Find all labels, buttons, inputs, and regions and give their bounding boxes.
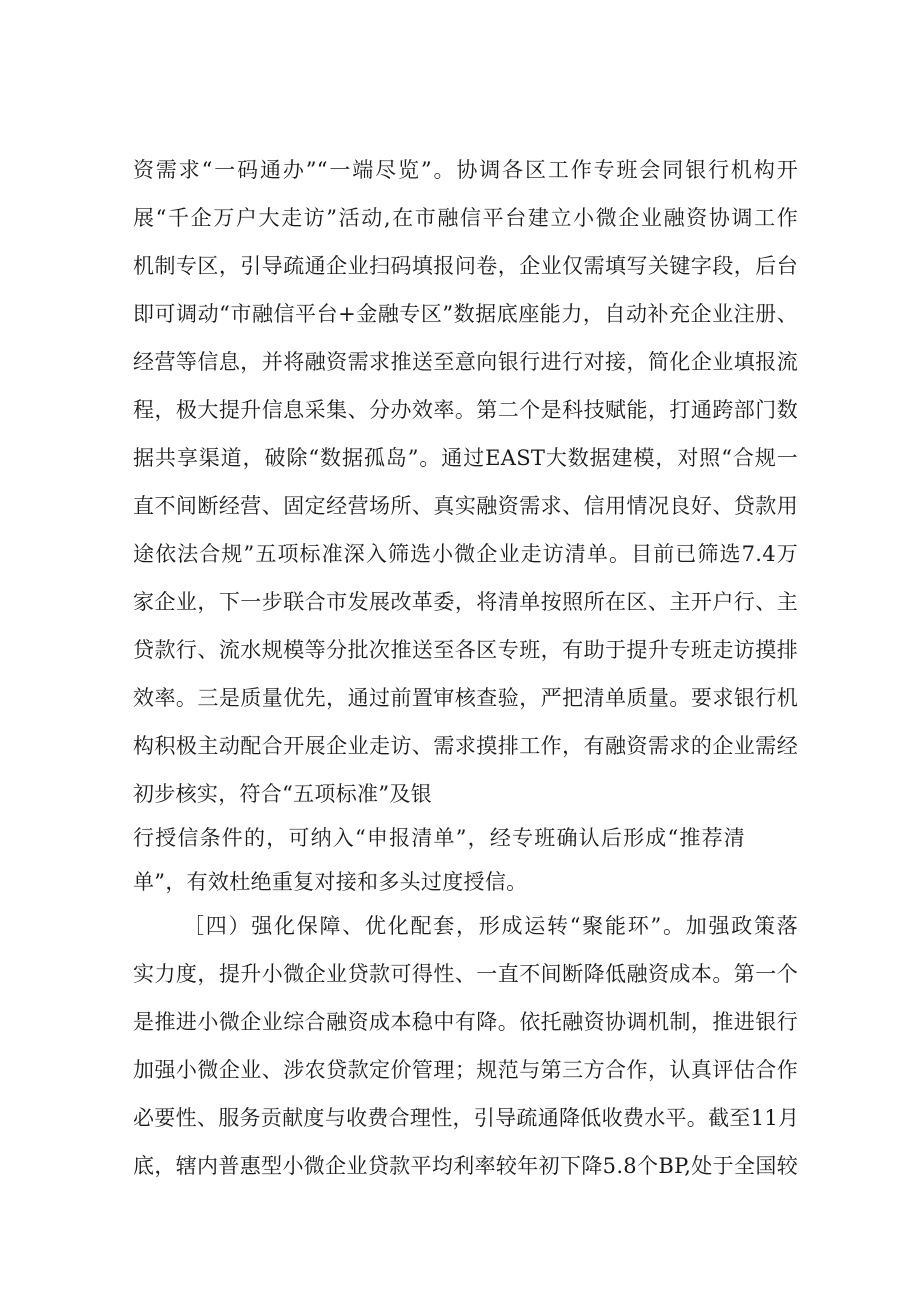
text-line: 必要性、服务贡献度与收费合理性，引导疏通降低收费水平。截至11月 (133, 1106, 800, 1130)
text-line: 初步核实，符合“五项标准”及银 (133, 782, 432, 806)
text-line: 机制专区，引导疏通企业扫码填报问卷，企业仅需填写关键字段，后台 (133, 254, 798, 278)
text-line: 直不间断经营、固定经营场所、真实融资需求、信用情况良好、贷款用 (133, 494, 798, 518)
text-line: ［四）强化保障、优化配套，形成运转“聚能环”。加强政策落 (183, 914, 798, 938)
text-line: 实力度，提升小微企业贷款可得性、一直不间断降低融资成本。第一个 (133, 962, 798, 986)
text-line: 据共享渠道，破除“数据孤岛”。通过EAST大数据建模，对照“合规一 (133, 446, 798, 470)
text-line: 资需求“一码通办”“一端尽览”。协调各区工作专班会同银行机构开 (133, 158, 798, 182)
text-line: 家企业，下一步联合市发展改革委，将清单按照所在区、主开户行、主 (133, 590, 798, 614)
text-line: 经营等信息，并将融资需求推送至意向银行进行对接，简化企业填报流 (133, 350, 798, 374)
text-line: 加强小微企业、涉农贷款定价管理；规范与第三方合作，认真评估合作 (133, 1058, 798, 1082)
text-line: 是推进小微企业综合融资成本稳中有降。依托融资协调机制，推进银行 (133, 1010, 798, 1034)
text-line: 构积极主动配合开展企业走访、需求摸排工作，有融资需求的企业需经 (133, 734, 798, 758)
text-line: 单”，有效杜绝重复对接和多头过度授信。 (133, 870, 528, 894)
text-line: 途依法合规”五项标准深入筛选小微企业走访清单。目前已筛选7.4万 (133, 542, 798, 566)
text-line: 行授信条件的，可纳入“申报清单”，经专班确认后形成“推荐清 (133, 826, 747, 850)
text-line: 展“千企万户大走访”活动,在市融信平台建立小微企业融资协调工作 (133, 206, 798, 230)
text-line: 即可调动“市融信平台+金融专区”数据底座能力，自动补充企业注册、 (133, 302, 798, 326)
text-line: 程，极大提升信息采集、分办效率。第二个是科技赋能，打通跨部门数 (133, 398, 798, 422)
text-line: 贷款行、流水规模等分批次推送至各区专班，有助于提升专班走访摸排 (133, 638, 798, 662)
text-line: 底，辖内普惠型小微企业贷款平均利率较年初下降5.8个BP,处于全国较 (133, 1154, 798, 1178)
text-line: 效率。三是质量优先，通过前置审核查验，严把清单质量。要求银行机 (133, 686, 798, 710)
